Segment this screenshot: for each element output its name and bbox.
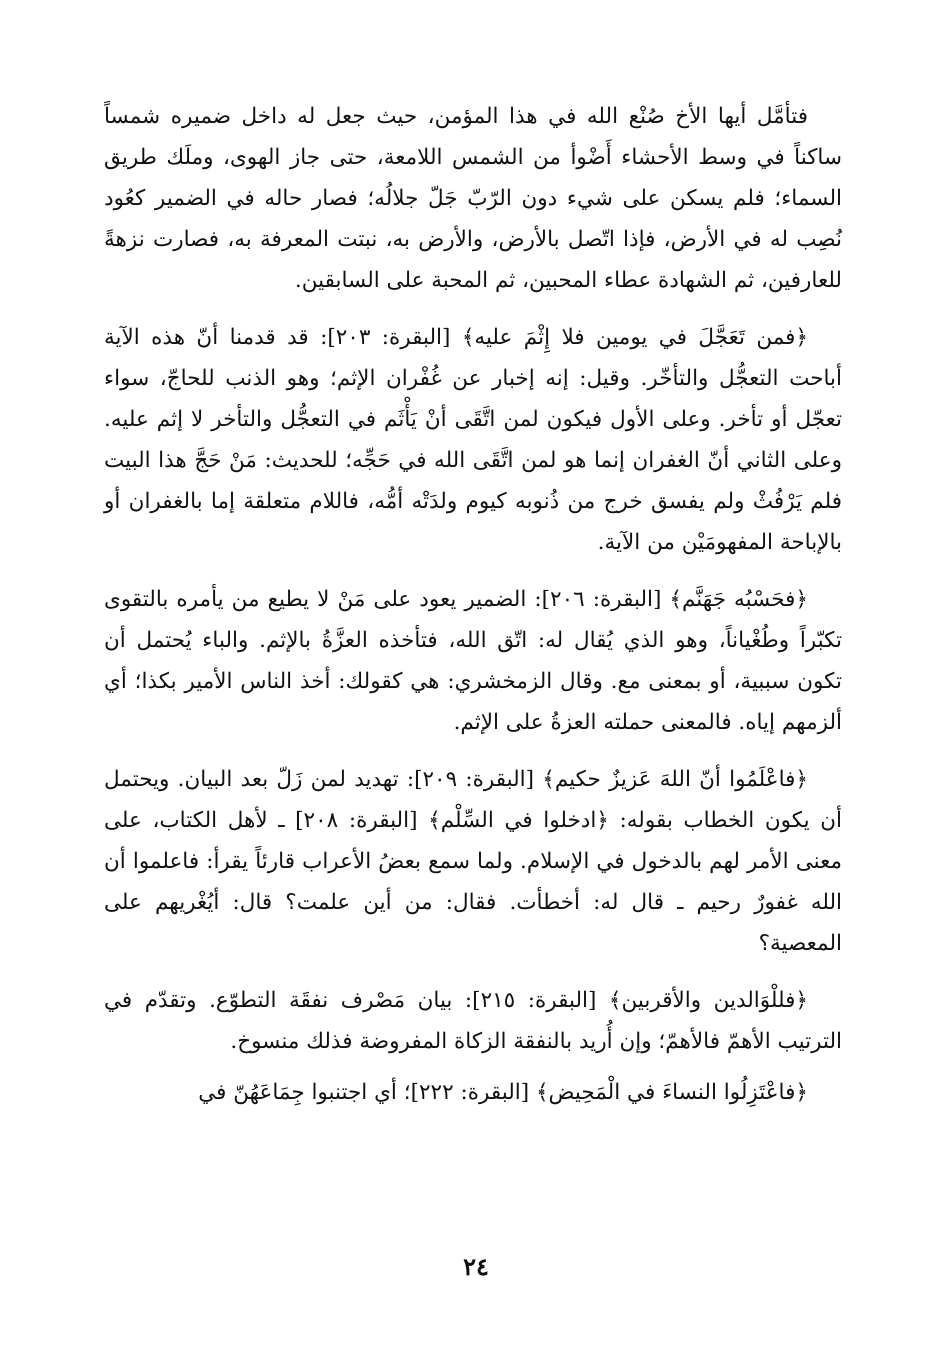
paragraph-2: ﴿فمن تَعَجَّلَ في يومين فلا إِثْمَ عليه﴾ [البقرة: ٢٠٣]: قد قدمنا أنّ هذه الآية أباحت التعجُّل والتأخّر. وقيل: إنه إخبار عن غُفْران الإثم؛ وهو الذنب للحاجّ، سواء تعجّل أو تأخر. وعلى الأول فيكون لمن اتَّقَى أنْ يَأْثَم في التعجُّل والتأخر لا إثم عليه. وعلى الثاني أنّ الغفران إنما هو لمن اتَّقَى الله في حَجِّه؛ للحديث: مَنْ حَجَّ هذا البيت فلم يَرْفُثْ ولم يفسق خرج من ذُنوبه كيوم ولدَتْه أمُّه، فاللام متعلقة إما بالغفران أو بالإباحة المفهومَيْن من الآية. xyxy=(104,325,842,555)
paragraph-5: ﴿فللْوَالدين والأقربين﴾ [البقرة: ٢١٥]: بيان مَصْرف نفقَة التطوّع. وتقدّم في الترتيب الأهمّ فالأهمّ؛ وإن أُريد بالنفقة الزكاة المفروضة فذلك منسوخ. xyxy=(104,988,842,1054)
paragraph-6: ﴿فاعْتَزِلُوا النساءَ في الْمَحِيض﴾ [البقرة: ٢٢٢]؛ أي اجتنبوا جِمَاعَهُنّ في xyxy=(198,1080,808,1105)
paragraph-1: فتأمَّل أيها الأخ صُنْع الله في هذا المؤمن، حيث جعل له داخل ضميره شمساً ساكناً في وسط الأحشاء أَضْوأ من الشمس اللامعة، حتى جاز الهوى، وملَك طريق السماء؛ فلم يسكن على شيء دون الرّبّ جَلّ جلالُه؛ فصار حاله في الضمير كعُود نُصِب له في الأرض، فإذا اتّصل بالأرض، والأرض به، نبتت المعرفة به، فصارت نزهةً للعارفين، ثم الشهادة عطاء المحبين، ثم المحبة على السابقين. xyxy=(104,104,842,293)
paragraph-3: ﴿فحَسْبُه جَهَنَّم﴾ [البقرة: ٢٠٦]: الضمير يعود على مَنْ لا يطيع من يأمره بالتقوى تكبّراً وطُغْياناً، وهو الذي يُقال له: اتّق الله، فتأخذه العزَّةُ بالإثم. والباء يُحتمل أن تكون سببية، أو بمعنى مع. وقال الزمخشري: هي كقولك: أخذ الناس الأمير بكذا؛ أي ألزمهم إياه. فالمعنى حملته العزةُ على الإثم. xyxy=(104,587,842,735)
page-number: ٢٤ xyxy=(463,1252,489,1281)
page-body xyxy=(104,96,842,1129)
paragraph-4: ﴿فاعْلَمُوا أنّ اللهَ عَزيزٌ حكيم﴾ [البقرة: ٢٠٩]: تهديد لمن زَلّ بعد البيان. ويحتمل أن يكون الخطاب بقوله: ﴿ادخلوا في السِّلْم﴾ [البقرة: ٢٠٨] ـ لأهل الكتاب، على معنى الأمر لهم بالدخول في الإسلام. ولما سمع بعضُ الأعراب قارئاً يقرأ: فاعلموا أن الله غفورٌ رحيم ـ قال له: أخطأت. فقال: من أين علمت؟ قال: أيُغْريهم على المعصية؟ xyxy=(104,767,843,956)
